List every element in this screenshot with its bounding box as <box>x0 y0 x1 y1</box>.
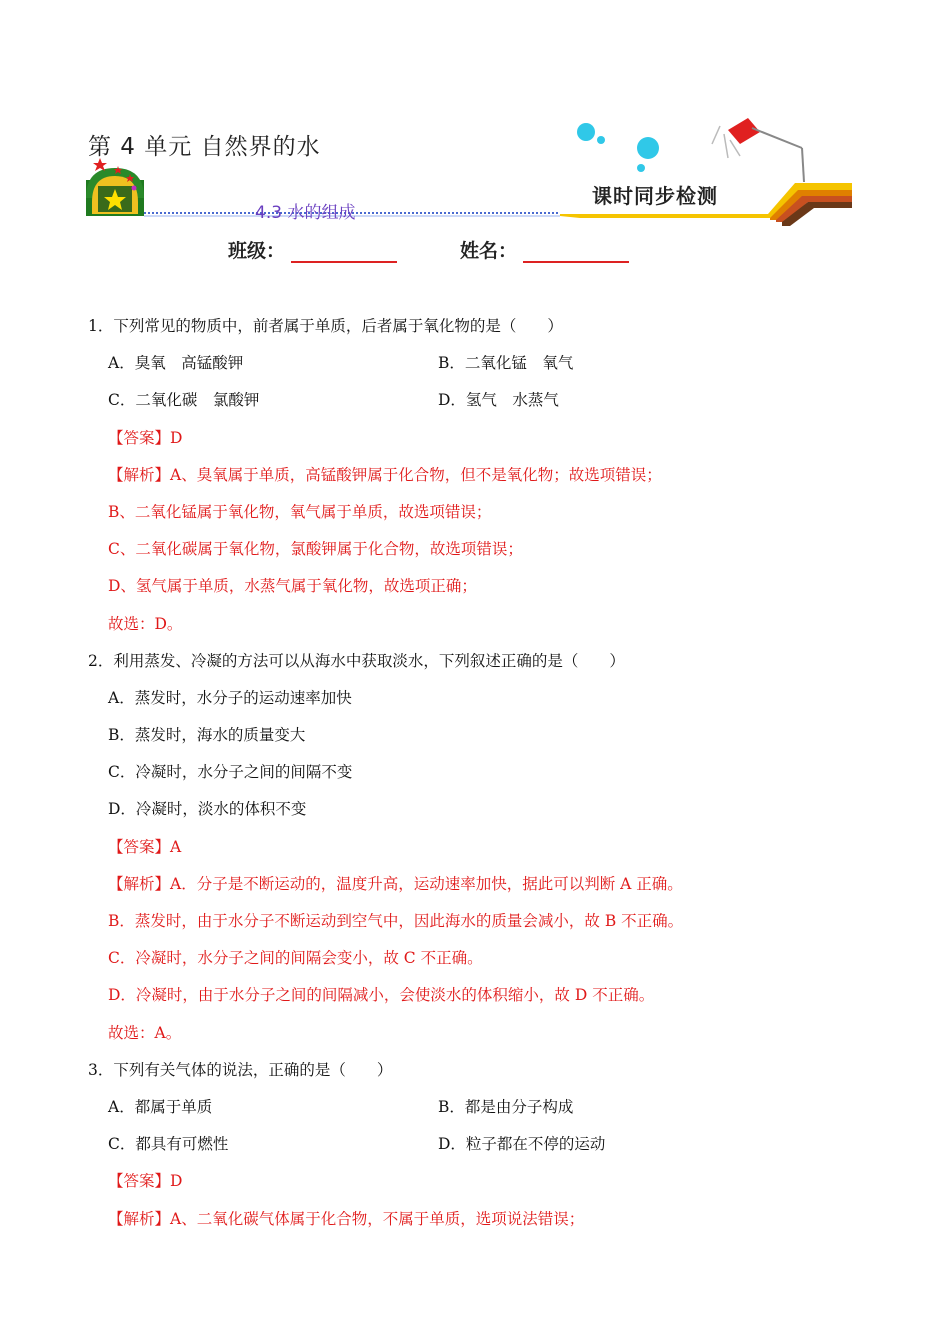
option-b: B．二氧化锰 氧气 <box>438 354 574 373</box>
lamp-icon <box>712 118 804 182</box>
answer-tag: 【答案】 <box>108 428 171 447</box>
answer-line <box>88 425 888 462</box>
answer-line <box>88 834 888 871</box>
option-b: B．蒸发时，海水的质量变大 <box>108 726 306 745</box>
analysis-line: C、二氧化碳属于氧化物，氯酸钾属于化合物，故选项错误； <box>108 540 523 559</box>
conclusion-line: 故选：D。 <box>108 614 183 633</box>
answer-value: D <box>170 428 183 447</box>
option-d: D．粒子都在不停的运动 <box>438 1135 606 1154</box>
analysis-line: B、二氧化锰属于氧化物，氧气属于单质，故选项错误； <box>108 502 492 521</box>
analysis-tag: 【解析】 <box>108 465 171 484</box>
option-c: C．冷凝时，水分子之间的间隔不变 <box>108 763 353 782</box>
analysis-line: B．蒸发时，由于水分子不断运动到空气中，因此海水的质量会减小，故 B 不正确。 <box>108 912 684 930</box>
analysis-text: A．分子是不断运动的，温度升高，运动速率加快，据此可以判断 A 正确。 <box>170 874 683 893</box>
answer-value: D <box>170 1172 183 1191</box>
class-label: 班级： <box>228 240 286 262</box>
question-stem: 1．下列常见的物质中，前者属于单质，后者属于氧化物的是（ ） <box>88 317 563 335</box>
banner-title: 课时同步检测 <box>592 184 718 208</box>
analysis-tag: 【解析】 <box>108 874 171 893</box>
option-c: C．二氧化碳 氯酸钾 <box>108 391 260 410</box>
question-stem: 2．利用蒸发、冷凝的方法可以从海水中获取淡水，下列叙述正确的是（ ） <box>88 651 625 670</box>
star-emblem-icon <box>86 158 144 216</box>
analysis-line <box>88 1206 888 1243</box>
option-a: A．臭氧 高锰酸钾 <box>108 354 244 373</box>
option-row <box>88 1131 888 1168</box>
question-stem: 3．下列有关气体的说法，正确的是（ ） <box>88 1060 393 1079</box>
analysis-text: A、二氧化碳气体属于化合物，不属于单质，选项说法错误； <box>170 1209 585 1228</box>
option-b: B．都是由分子构成 <box>438 1097 574 1116</box>
option-c: C．都具有可燃性 <box>108 1135 229 1154</box>
class-blank[interactable] <box>291 241 397 263</box>
option-row <box>88 387 888 424</box>
analysis-line: D．冷凝时，由于水分子之间的间隔减小，会使淡水的体积缩小，故 D 不正确。 <box>108 986 655 1005</box>
name-field[interactable] <box>460 236 629 263</box>
option-a: A．蒸发时，水分子的运动速率加快 <box>108 688 352 707</box>
conclusion-line: 故选：A。 <box>108 1023 182 1042</box>
name-label: 姓名： <box>460 240 518 262</box>
analysis-tag: 【解析】 <box>108 1209 171 1228</box>
option-d: D．冷凝时，淡水的体积不变 <box>108 800 307 819</box>
answer-tag: 【答案】 <box>108 837 171 856</box>
option-d: D．氢气 水蒸气 <box>438 391 559 410</box>
analysis-text: A、臭氧属于单质，高锰酸钾属于化合物，但不是氧化物；故选项错误； <box>170 465 662 484</box>
option-a: A．都属于单质 <box>108 1097 213 1116</box>
answer-tag: 【答案】 <box>108 1172 171 1191</box>
name-blank[interactable] <box>523 241 629 263</box>
question-list <box>88 313 888 1243</box>
analysis-line <box>88 871 888 908</box>
option-row <box>88 1094 888 1131</box>
answer-line <box>88 1168 888 1205</box>
option-row <box>88 350 888 387</box>
analysis-line <box>88 462 888 499</box>
unit-title: 第 4 单元 自然界的水 <box>88 134 321 160</box>
analysis-line: C．冷凝时，水分子之间的间隔会变小，故 C 不正确。 <box>108 949 483 968</box>
analysis-line: D、氢气属于单质，水蒸气属于氧化物，故选项正确； <box>108 577 477 596</box>
bubbles-icon <box>577 123 659 172</box>
section-title: 4.3 水的组成 <box>255 203 356 223</box>
class-field[interactable] <box>228 236 397 263</box>
answer-value: A <box>170 837 182 856</box>
